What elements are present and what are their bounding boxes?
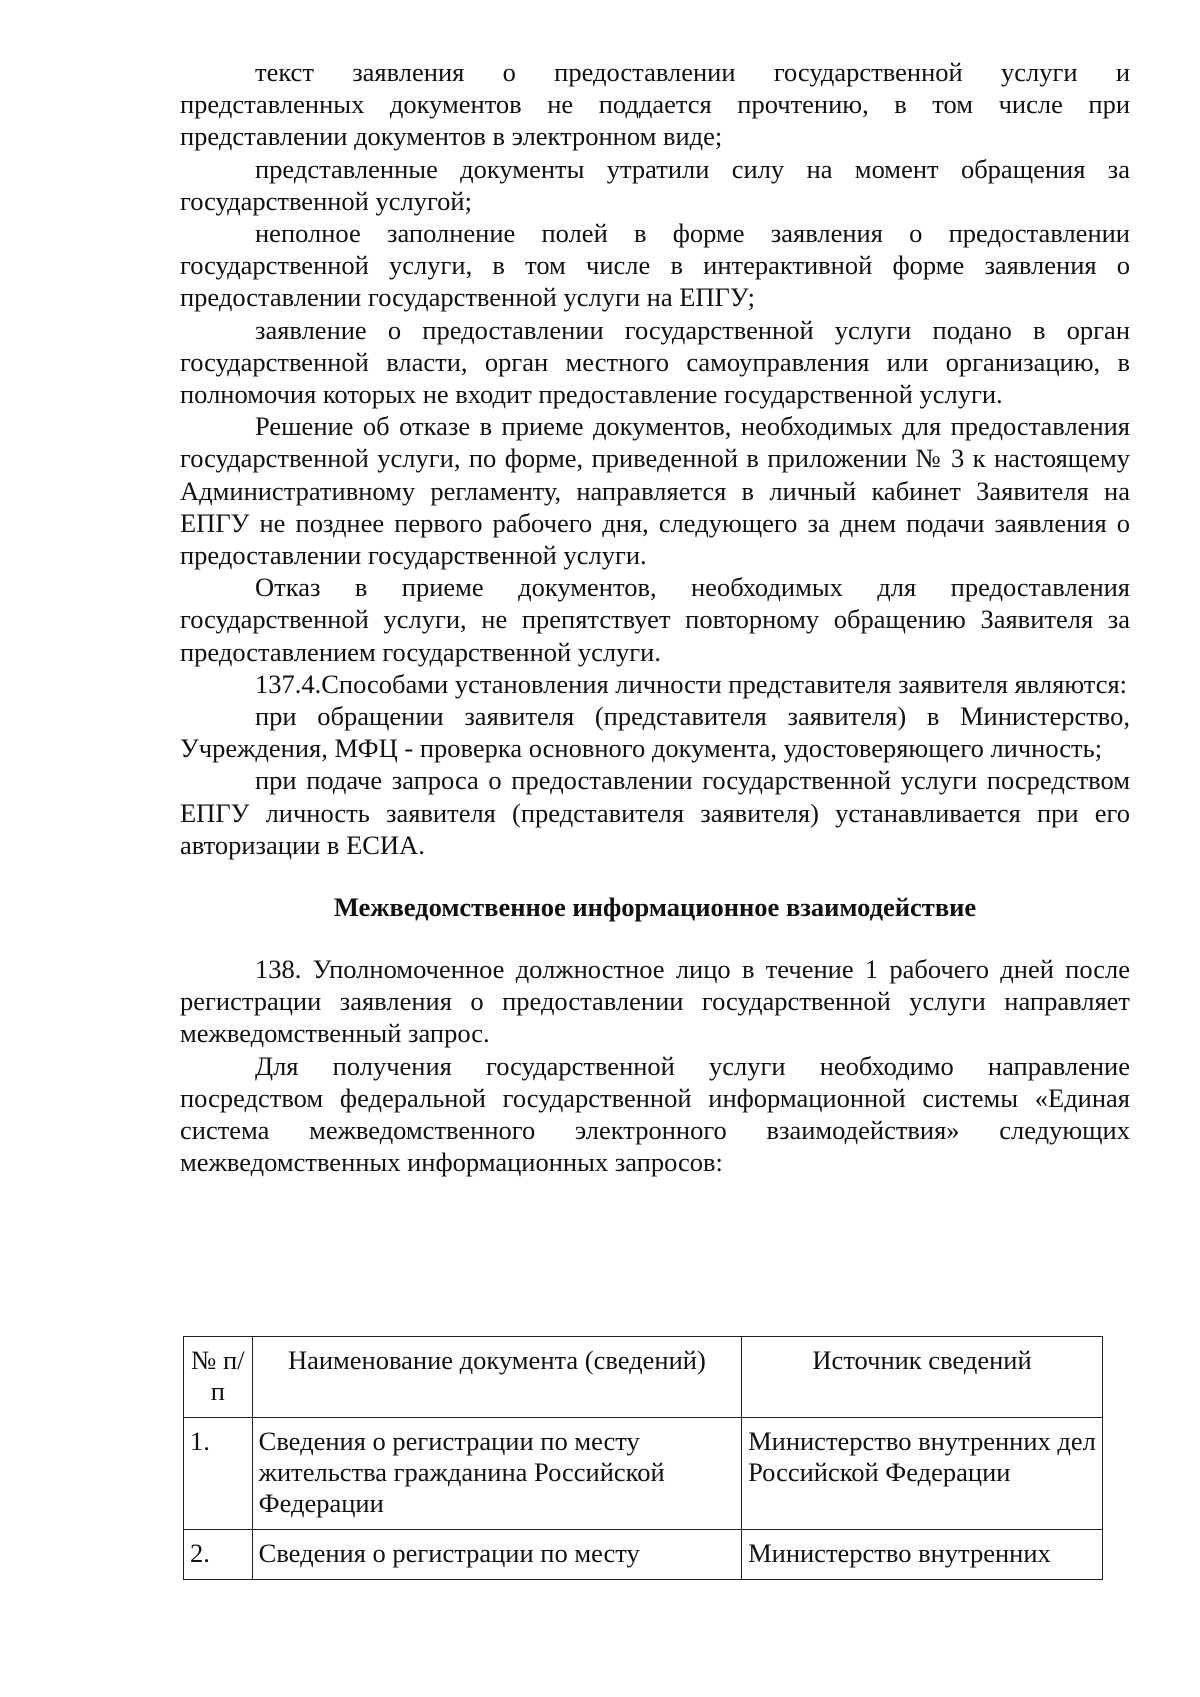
- cell-number: 1.: [184, 1418, 253, 1530]
- cell-source: Министерство внутренних дел Российской Федерации: [742, 1418, 1103, 1530]
- cell-document: Сведения о регистрации по месту жительства гражданина Российской Федерации: [252, 1418, 741, 1530]
- paragraph: 138. Уполномоченное должностное лицо в течение 1 рабочего дней после регистрации заявления о предоставлении государственной услуги направляет межведомственный запрос.: [180, 954, 1130, 1049]
- paragraph: Отказ в приеме документов, необходимых для предоставления государственной услуги, не препятствует повторному обращению Заявителя за предоставлением государственной услуги.: [180, 572, 1130, 667]
- paragraph: заявление о предоставлении государственной услуги подано в орган государственной власти, орган местного самоуправления или организацию, в полномочия которых не входит предоставление государственной услуги.: [180, 314, 1130, 410]
- paragraph: Решение об отказе в приеме документов, необходимых для предоставления государственной услуги, по форме, приведенной в приложении № 3 к настоящему Административному регламенту, направляется в личный кабинет Заявителя на ЕПГУ не позднее первого рабочего дня, следующего за днем подачи заявления о предоставлении государственной услуги.: [180, 411, 1130, 571]
- paragraph: 137.4.Способами установления личности представителя заявителя являются:: [255, 668, 1128, 699]
- paragraph: при обращении заявителя (представителя заявителя) в Министерство, Учреждения, МФЦ - проверка основного документа, удостоверяющего личность;: [180, 701, 1130, 764]
- cell-document: Сведения о регистрации по месту: [252, 1530, 741, 1580]
- interagency-requests-table: [183, 1336, 1103, 1580]
- table-row: [184, 1418, 1103, 1530]
- document-page: [180, 56, 1130, 1179]
- table-header-row: [184, 1337, 1103, 1418]
- paragraph: неполное заполнение полей в форме заявления о предоставлении государственной услуги, в том числе в интерактивной форме заявления о предоставлении государственной услуги на ЕПГУ;: [180, 218, 1130, 313]
- column-header-number: № п/п: [184, 1337, 253, 1418]
- column-header-document: Наименование документа (сведений): [252, 1337, 741, 1418]
- paragraph: текст заявления о предоставлении государственной услуги и представленных документов не поддается прочтению, в том числе при представлении документов в электронном виде;: [180, 57, 1130, 152]
- column-header-source: Источник сведений: [742, 1337, 1103, 1418]
- cell-number: 2.: [184, 1530, 253, 1580]
- cell-source: Министерство внутренних: [742, 1530, 1103, 1580]
- section-heading: Межведомственное информационное взаимодействие: [333, 892, 977, 923]
- table-row: [184, 1530, 1103, 1580]
- paragraph: Для получения государственной услуги необходимо направление посредством федеральной государственной информационной системы «Единая система межведомственного электронного взаимодействия» следующих межведомственных информационных запросов:: [180, 1050, 1130, 1178]
- paragraph: при подаче запроса о предоставлении государственной услуги посредством ЕПГУ личность заявителя (представителя заявителя) устанавливается при его авторизации в ЕСИА.: [180, 765, 1130, 860]
- paragraph: представленные документы утратили силу на момент обращения за государственной услугой;: [180, 153, 1130, 216]
